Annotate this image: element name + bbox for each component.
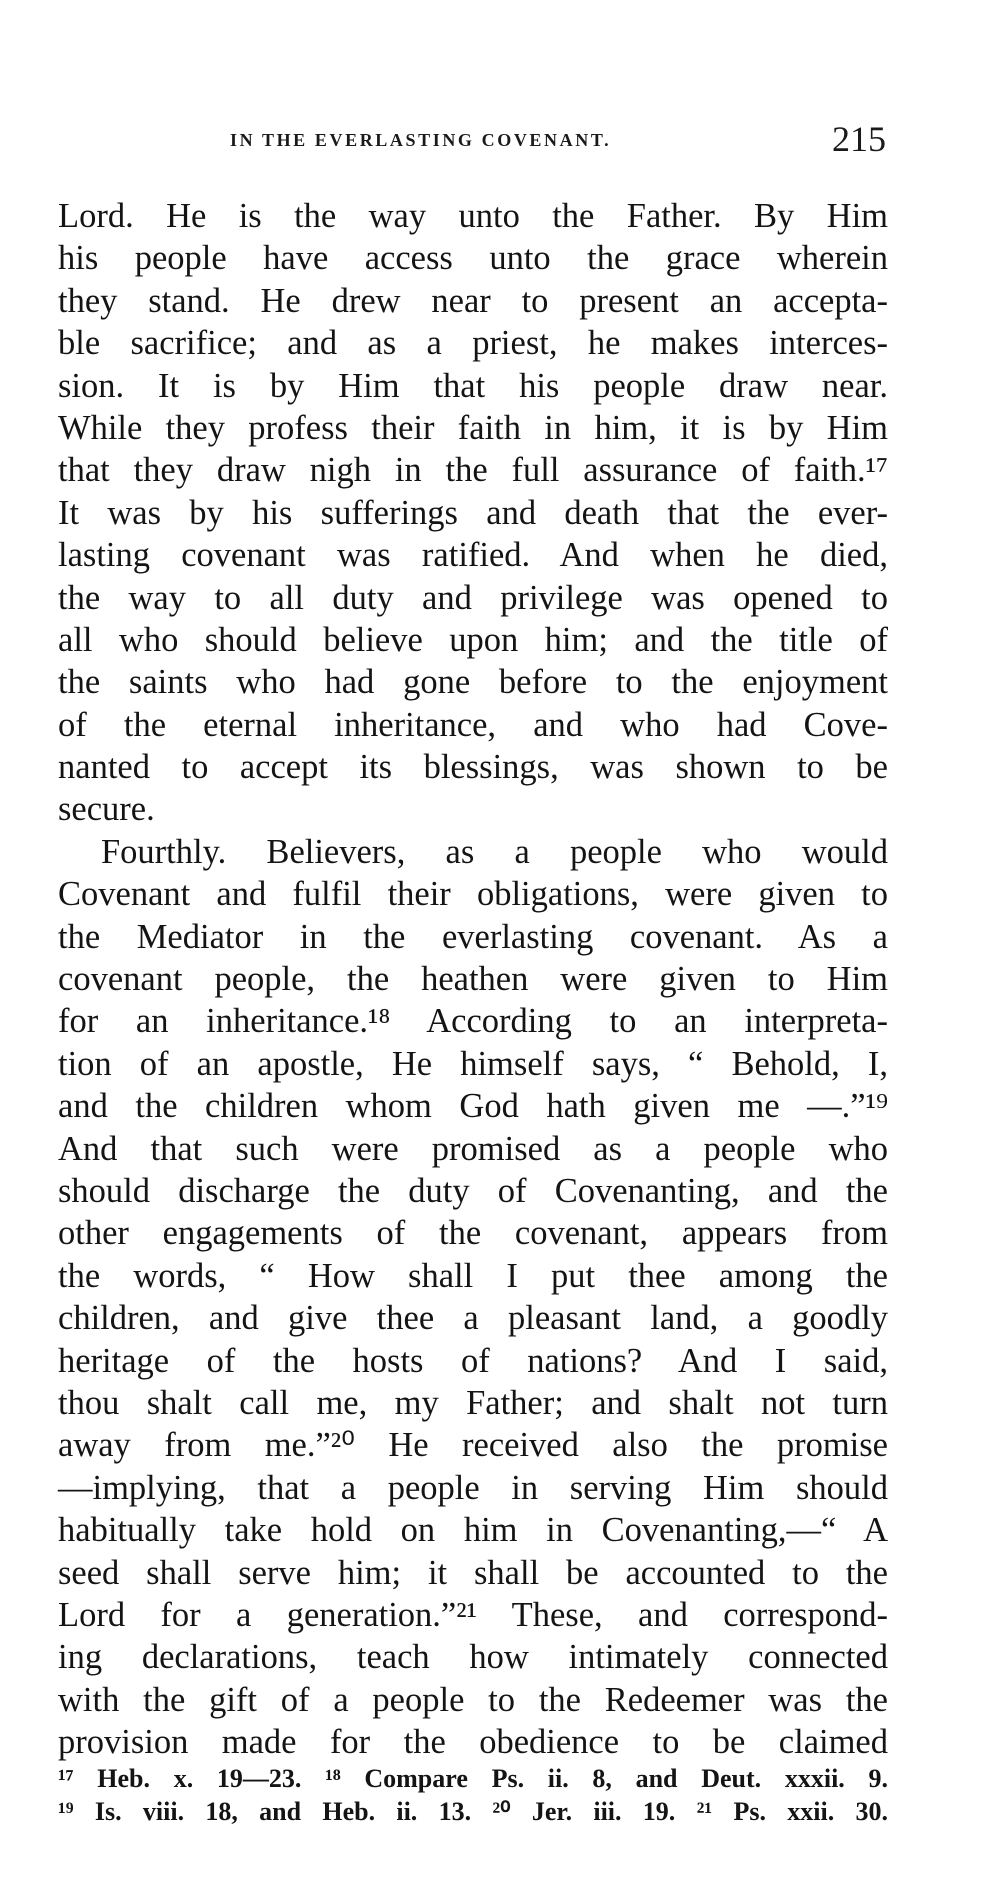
- text-line: the way to all duty and privilege was opened to: [58, 578, 888, 617]
- footnote-line: ¹⁷ Heb. x. 19—23. ¹⁸ Compare Ps. ii. 8, and Deut. xxxii. 9.: [58, 1764, 888, 1793]
- running-title: IN THE EVERLASTING COVENANT.: [230, 130, 612, 150]
- text-line: the saints who had gone before to the enjoyment: [58, 663, 888, 702]
- text-line: provision made for the obedience to be claimed: [58, 1723, 888, 1762]
- text-line: tion of an apostle, He himself says, “ Behold, I,: [58, 1044, 888, 1083]
- text-line: secure.: [58, 790, 155, 829]
- text-line: covenant people, the heathen were given to Him: [58, 960, 888, 999]
- text-line: While they profess their faith in him, it is by Him: [58, 408, 888, 447]
- text-line: the Mediator in the everlasting covenant. As a: [58, 917, 888, 956]
- text-line: —implying, that a people in serving Him should: [58, 1468, 888, 1507]
- text-line: ble sacrifice; and as a priest, he makes interces-: [58, 324, 888, 363]
- text-line: and the children whom God hath given me —.”¹⁹: [58, 1087, 888, 1126]
- text-line: with the gift of a people to the Redeemer was the: [58, 1680, 888, 1719]
- text-line: habitually take hold on him in Covenanting,—“ A: [58, 1511, 888, 1550]
- text-line: nanted to accept its blessings, was shown to be: [58, 748, 888, 787]
- text-line: other engagements of the covenant, appears from: [58, 1214, 888, 1253]
- text-line: Fourthly. Believers, as a people who would: [101, 832, 888, 871]
- footnotes: [58, 1762, 888, 1828]
- text-line: for an inheritance.¹⁸ According to an interpreta-: [58, 1002, 888, 1041]
- body-text: [58, 195, 888, 1763]
- text-line: seed shall serve him; it shall be accounted to the: [58, 1553, 888, 1592]
- text-line: away from me.”²⁰ He received also the promise: [58, 1426, 888, 1465]
- text-line: should discharge the duty of Covenanting, and the: [58, 1171, 888, 1210]
- text-line: lasting covenant was ratified. And when he died,: [58, 536, 888, 575]
- text-line: of the eternal inheritance, and who had Cove-: [58, 705, 888, 744]
- text-line: Lord for a generation.”²¹ These, and correspond-: [58, 1595, 888, 1634]
- text-line: heritage of the hosts of nations? And I said,: [58, 1341, 888, 1380]
- text-line: Lord. He is the way unto the Father. By Him: [58, 197, 888, 235]
- footnote-line: ¹⁹ Is. viii. 18, and Heb. ii. 13. ²⁰ Jer. iii. 19. ²¹ Ps. xxii. 30.: [58, 1797, 888, 1826]
- page-number: 215: [832, 119, 886, 159]
- text-line: ing declarations, teach how intimately connected: [58, 1638, 888, 1677]
- text-line: they stand. He drew near to present an accepta-: [58, 281, 888, 320]
- text-line: sion. It is by Him that his people draw near.: [58, 366, 888, 405]
- text-line: Covenant and fulfil their obligations, were given to: [58, 875, 888, 914]
- text-line: that they draw nigh in the full assurance of faith.¹⁷: [58, 451, 888, 490]
- text-line: thou shalt call me, my Father; and shalt not turn: [58, 1383, 888, 1422]
- text-line: It was by his sufferings and death that the ever-: [58, 493, 888, 532]
- text-line: all who should believe upon him; and the title of: [58, 620, 888, 659]
- text-line: his people have access unto the grace wherein: [58, 239, 888, 278]
- text-line: children, and give thee a pleasant land, a goodly: [58, 1299, 888, 1338]
- text-line: And that such were promised as a people who: [58, 1129, 888, 1168]
- text-line: the words, “ How shall I put thee among the: [58, 1256, 888, 1295]
